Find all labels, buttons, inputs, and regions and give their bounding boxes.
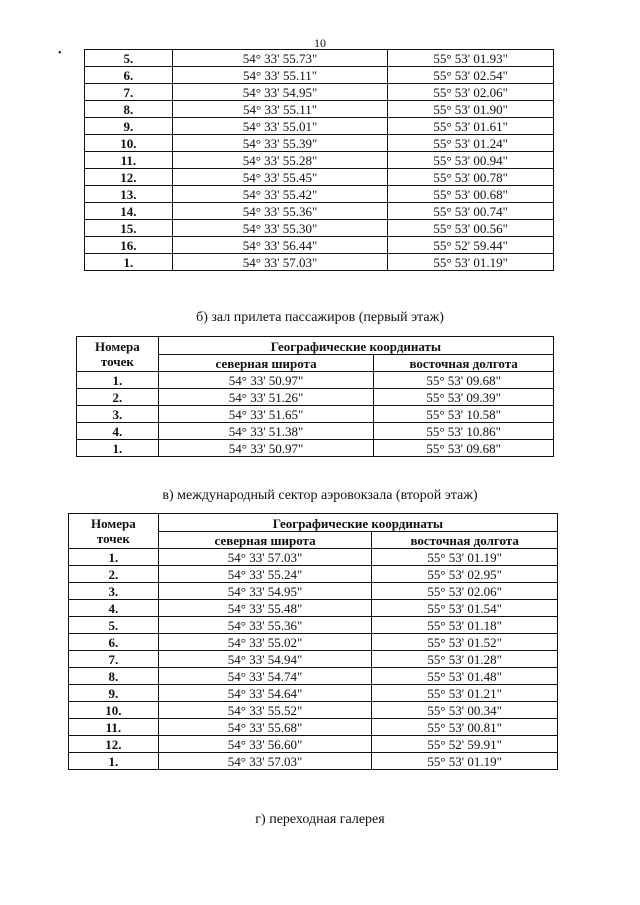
header-geo-coordinates: Географические координаты <box>158 514 557 532</box>
longitude-cell: 55° 53' 00.68" <box>388 186 554 203</box>
longitude-cell: 55° 53' 01.19" <box>372 753 558 770</box>
longitude-cell: 55° 53' 01.54" <box>372 600 558 617</box>
caption-passage-gallery: г) переходная галерея <box>255 812 385 827</box>
table-row <box>77 372 554 389</box>
caption-arrival-hall: б) зал прилета пассажиров (первый этаж) <box>196 310 444 325</box>
longitude-cell: 55° 53' 01.52" <box>372 634 558 651</box>
table-row <box>85 135 554 152</box>
point-number: 3. <box>77 406 159 423</box>
point-number: 1. <box>69 753 159 770</box>
table-row <box>85 237 554 254</box>
longitude-cell: 55° 53' 01.19" <box>372 549 558 566</box>
margin-mark: • <box>58 48 62 59</box>
latitude-cell: 54° 33' 56.60" <box>158 736 372 753</box>
longitude-cell: 55° 53' 09.39" <box>374 389 554 406</box>
point-number: 4. <box>69 600 159 617</box>
latitude-cell: 54° 33' 55.36" <box>158 617 372 634</box>
table-row <box>77 406 554 423</box>
table-row <box>69 719 558 736</box>
header-point-number: Номера точек <box>77 337 159 372</box>
point-number: 10. <box>85 135 173 152</box>
table-row <box>69 651 558 668</box>
point-number: 16. <box>85 237 173 254</box>
table-row <box>85 118 554 135</box>
point-number: 12. <box>69 736 159 753</box>
latitude-cell: 54° 33' 55.42" <box>172 186 388 203</box>
longitude-cell: 55° 53' 00.74" <box>388 203 554 220</box>
longitude-cell: 55° 53' 02.54" <box>388 67 554 84</box>
longitude-cell: 55° 52' 59.44" <box>388 237 554 254</box>
point-number: 4. <box>77 423 159 440</box>
longitude-cell: 55° 53' 01.48" <box>372 668 558 685</box>
point-number: 8. <box>85 101 173 118</box>
latitude-cell: 54° 33' 55.11" <box>172 101 388 118</box>
latitude-cell: 54° 33' 54.94" <box>158 651 372 668</box>
table-row <box>69 736 558 753</box>
header-longitude: восточная долгота <box>372 532 558 549</box>
latitude-cell: 54° 33' 55.11" <box>172 67 388 84</box>
point-number: 9. <box>69 685 159 702</box>
longitude-cell: 55° 53' 00.56" <box>388 220 554 237</box>
latitude-cell: 54° 33' 54.74" <box>158 668 372 685</box>
table-row <box>85 67 554 84</box>
table-row <box>85 254 554 271</box>
table-row <box>85 186 554 203</box>
longitude-cell: 55° 53' 00.81" <box>372 719 558 736</box>
table-row <box>85 50 554 67</box>
table-row <box>69 583 558 600</box>
point-number: 7. <box>85 84 173 101</box>
latitude-cell: 54° 33' 55.73" <box>172 50 388 67</box>
longitude-cell: 55° 53' 01.90" <box>388 101 554 118</box>
table-row <box>69 668 558 685</box>
latitude-cell: 54° 33' 55.48" <box>158 600 372 617</box>
point-number: 5. <box>85 50 173 67</box>
coordinates-table-arrival-hall <box>76 336 554 457</box>
table-row <box>69 702 558 719</box>
point-number: 5. <box>69 617 159 634</box>
longitude-cell: 55° 53' 01.61" <box>388 118 554 135</box>
table-row <box>69 617 558 634</box>
table-row <box>77 389 554 406</box>
longitude-cell: 55° 53' 01.18" <box>372 617 558 634</box>
longitude-cell: 55° 53' 09.68" <box>374 372 554 389</box>
latitude-cell: 54° 33' 50.97" <box>158 440 373 457</box>
point-number: 6. <box>85 67 173 84</box>
table-row <box>85 84 554 101</box>
longitude-cell: 55° 52' 59.91" <box>372 736 558 753</box>
header-geo-coordinates: Географические координаты <box>158 337 553 355</box>
point-number: 14. <box>85 203 173 220</box>
longitude-cell: 55° 53' 01.93" <box>388 50 554 67</box>
latitude-cell: 54° 33' 51.26" <box>158 389 373 406</box>
longitude-cell: 55° 53' 10.58" <box>374 406 554 423</box>
point-number: 8. <box>69 668 159 685</box>
latitude-cell: 54° 33' 54.64" <box>158 685 372 702</box>
latitude-cell: 54° 33' 55.39" <box>172 135 388 152</box>
header-point-number: Номера точек <box>69 514 159 549</box>
longitude-cell: 55° 53' 02.06" <box>388 84 554 101</box>
table-row <box>85 203 554 220</box>
longitude-cell: 55° 53' 00.94" <box>388 152 554 169</box>
latitude-cell: 54° 33' 54.95" <box>158 583 372 600</box>
latitude-cell: 54° 33' 57.03" <box>158 753 372 770</box>
point-number: 11. <box>85 152 173 169</box>
latitude-cell: 54° 33' 55.30" <box>172 220 388 237</box>
longitude-cell: 55° 53' 00.34" <box>372 702 558 719</box>
header-latitude: северная широта <box>158 532 372 549</box>
point-number: 1. <box>77 372 159 389</box>
latitude-cell: 54° 33' 50.97" <box>158 372 373 389</box>
coordinates-table-continued <box>84 49 554 271</box>
point-number: 1. <box>69 549 159 566</box>
latitude-cell: 54° 33' 55.24" <box>158 566 372 583</box>
longitude-cell: 55° 53' 01.19" <box>388 254 554 271</box>
header-longitude: восточная долгота <box>374 355 554 372</box>
longitude-cell: 55° 53' 09.68" <box>374 440 554 457</box>
latitude-cell: 54° 33' 55.52" <box>158 702 372 719</box>
table-row <box>69 753 558 770</box>
latitude-cell: 54° 33' 55.01" <box>172 118 388 135</box>
latitude-cell: 54° 33' 55.45" <box>172 169 388 186</box>
longitude-cell: 55° 53' 01.24" <box>388 135 554 152</box>
point-number: 6. <box>69 634 159 651</box>
table-row <box>85 169 554 186</box>
table-row <box>69 600 558 617</box>
point-number: 10. <box>69 702 159 719</box>
point-number: 1. <box>85 254 173 271</box>
point-number: 9. <box>85 118 173 135</box>
longitude-cell: 55° 53' 02.95" <box>372 566 558 583</box>
table-row <box>85 101 554 118</box>
latitude-cell: 54° 33' 55.28" <box>172 152 388 169</box>
point-number: 2. <box>69 566 159 583</box>
header-latitude: северная широта <box>158 355 373 372</box>
latitude-cell: 54° 33' 54.95" <box>172 84 388 101</box>
latitude-cell: 54° 33' 55.68" <box>158 719 372 736</box>
table-row <box>69 685 558 702</box>
point-number: 2. <box>77 389 159 406</box>
longitude-cell: 55° 53' 01.21" <box>372 685 558 702</box>
latitude-cell: 54° 33' 55.02" <box>158 634 372 651</box>
point-number: 13. <box>85 186 173 203</box>
page-number: 10 <box>314 36 326 50</box>
latitude-cell: 54° 33' 57.03" <box>172 254 388 271</box>
table-row <box>77 423 554 440</box>
table-row <box>69 566 558 583</box>
latitude-cell: 54° 33' 56.44" <box>172 237 388 254</box>
point-number: 15. <box>85 220 173 237</box>
table-row <box>77 440 554 457</box>
latitude-cell: 54° 33' 57.03" <box>158 549 372 566</box>
longitude-cell: 55° 53' 01.28" <box>372 651 558 668</box>
longitude-cell: 55° 53' 00.78" <box>388 169 554 186</box>
latitude-cell: 54° 33' 55.36" <box>172 203 388 220</box>
point-number: 12. <box>85 169 173 186</box>
table-row <box>85 220 554 237</box>
latitude-cell: 54° 33' 51.38" <box>158 423 373 440</box>
point-number: 3. <box>69 583 159 600</box>
longitude-cell: 55° 53' 10.86" <box>374 423 554 440</box>
point-number: 7. <box>69 651 159 668</box>
table-row <box>69 549 558 566</box>
latitude-cell: 54° 33' 51.65" <box>158 406 373 423</box>
point-number: 1. <box>77 440 159 457</box>
point-number: 11. <box>69 719 159 736</box>
coordinates-table-international-sector <box>68 513 558 770</box>
table-row <box>69 634 558 651</box>
caption-international-sector: в) международный сектор аэровокзала (второй этаж) <box>162 488 478 503</box>
longitude-cell: 55° 53' 02.06" <box>372 583 558 600</box>
table-row <box>85 152 554 169</box>
